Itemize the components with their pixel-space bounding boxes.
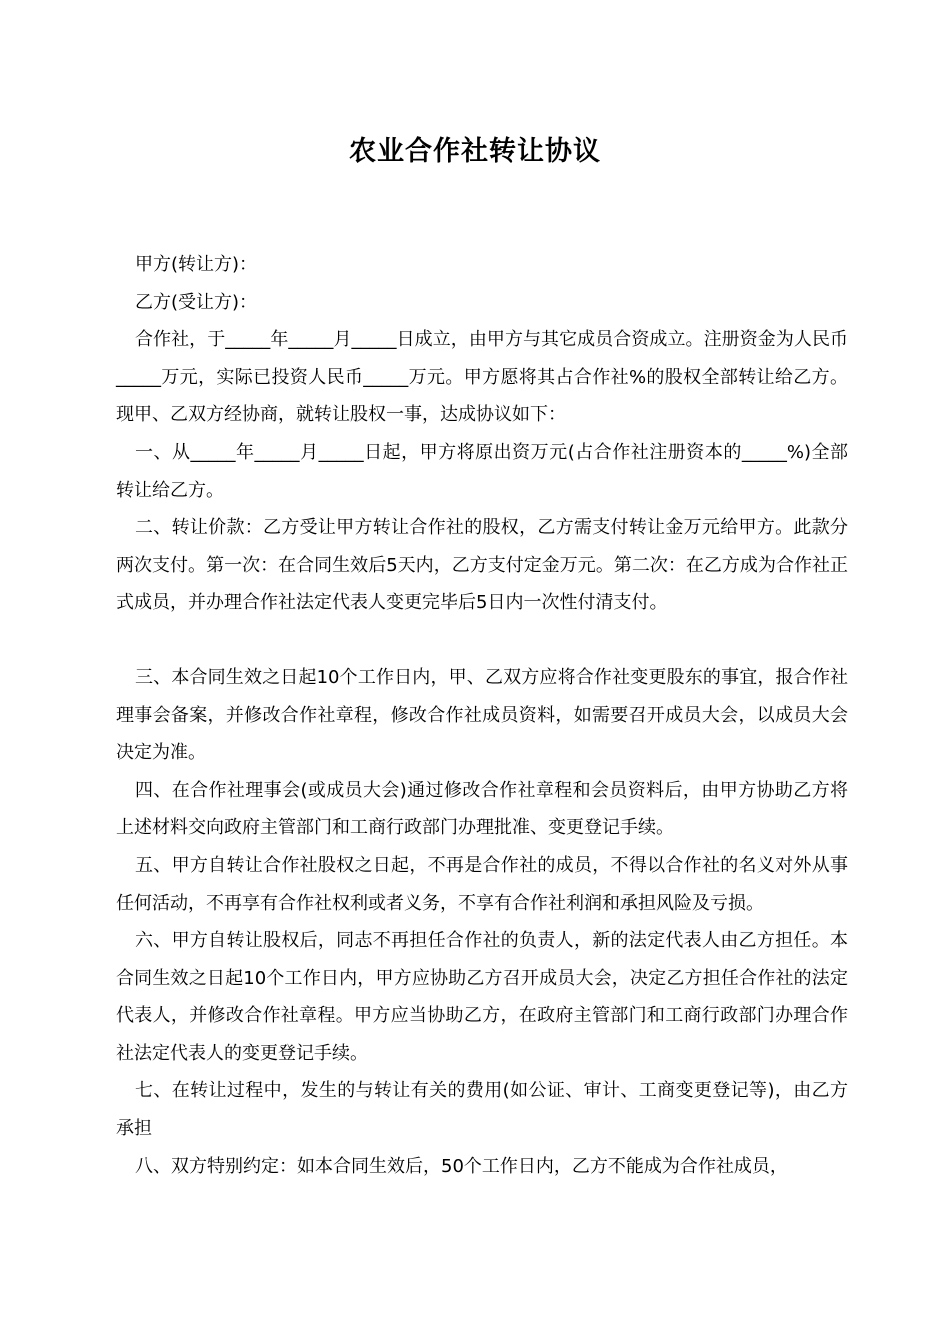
party-b-line: 乙方(受让方)： [135,291,258,313]
clause-5: 五、甲方自转让合作社股权之日起，不再是合作社的成员，不得以合作社的名义对外从事任何活动，不再享有合作社权利或者义务，不享有合作社利润和承担风险及亏损。 [116,854,848,914]
clause-2: 二、转让价款：乙方受让甲方转让合作社的股权，乙方需支付转让金万元给甲方。此款分两次支付。第一次：在合同生效后5天内，乙方支付定金万元。第二次：在乙方成为合作社正式成员，并办理合作社法定代表人变更完毕后5日内一次性付清支付。 [116,517,848,614]
party-a-line: 甲方(转让方)： [135,254,258,275]
clause-4: 四、在合作社理事会(或成员大会)通过修改合作社章程和会员资料后，由甲方协助乙方将上述材料交向政府主管部门和工商行政部门办理批准、变更登记手续。 [116,779,848,839]
clause-6: 六、甲方自转让股权后，同志不再担任合作社的负责人，新的法定代表人由乙方担任。本合同生效之日起10个工作日内，甲方应协助乙方召开成员大会，决定乙方担任合作社的法定代表人，并修改合作社章程。甲方应当协助乙方，在政府主管部门和工商行政部门办理合作社法定代表人的变更登记手续。 [116,930,848,1064]
intro-paragraph: 合作社，于_____年_____月_____日成立，由甲方与其它成员合资成立。注册资金为人民币_____万元，实际已投资人民币_____万元。甲方愿将其占合作社%的股权全部转让给乙方。现甲、乙双方经协商，就转让股权一事，达成协议如下： [116,329,848,426]
clause-1: 一、从_____年_____月_____日起，甲方将原出资万元(占合作社注册资本的_____%)全部转让给乙方。 [116,441,848,501]
clause-7: 七、在转让过程中，发生的与转让有关的费用(如公证、审计、工商变更登记等)，由乙方承担 [116,1080,848,1140]
document-title: 农业合作社转让协议 [349,136,601,167]
clause-8: 八、双方特别约定：如本合同生效后，50个工作日内，乙方不能成为合作社成员， [135,1155,788,1177]
document-body [116,246,848,1185]
clause-3: 三、本合同生效之日起10个工作日内，甲、乙双方应将合作社变更股东的事宜，报合作社理事会备案，并修改合作社章程，修改合作社成员资料，如需要召开成员大会，以成员大会决定为准。 [116,666,848,764]
